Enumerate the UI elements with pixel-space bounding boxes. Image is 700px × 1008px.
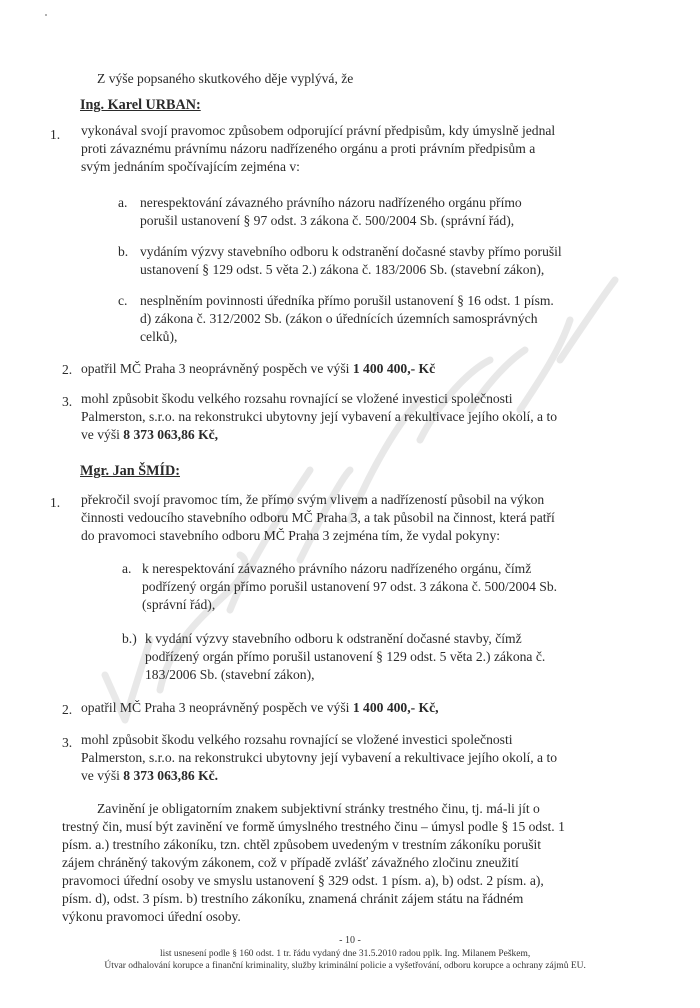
p1-sub-a-letter: a. (118, 195, 128, 210)
p2-item1-line1: překročil svojí pravomoc tím, že přímo svým vlivem a nadřízeností působil na výkon (81, 492, 545, 507)
p1-item3-line2: Palmerston, s.r.o. na rekonstrukci ubytovny její vybavení a rekultivace jejího okolí, a to (81, 409, 558, 424)
p1-item1-line3: svým jednáním spočívajícím zejména v: (81, 159, 300, 174)
p2-sub-a-letter: a. (122, 561, 132, 576)
p1-item1-line2: proti závaznému právnímu názoru nadřízeného orgánu a proti právním předpisům a (81, 141, 536, 156)
person1-heading: Ing. Karel URBAN: (80, 97, 201, 113)
p1-item1-line1: vykonával svojí pravomoc způsobem odporující právní předpisům, kdy úmyslně jednal (81, 123, 556, 138)
closing-line-6: písm. d), odst. 3 písm. b) trestního zákoníku, znamená chránit zájem státu na řádném (62, 891, 524, 906)
p1-sub-c-letter: c. (118, 293, 128, 308)
footer-line-2: Útvar odhalování korupce a finanční kriminality, služby kriminální policie a vyšetřování, odboru korupce a ochrany zájmů EU. (104, 960, 586, 971)
closing-line-1: Zavinění je obligatorním znakem subjektivní stránky trestného činu, tj. má-li jít o (97, 801, 540, 816)
p2-item1-number: 1. (50, 495, 61, 510)
page-number: - 10 - (339, 935, 361, 946)
p2-sub-b-line2: podřízený orgán přímo porušil ustanovení § 129 odst. 5 věta 2.) zákona č. (145, 649, 546, 664)
p1-sub-b-line1: vydáním výzvy stavebního odboru k odstranění dočasné stavby přímo porušil (140, 244, 562, 259)
p2-item3-amount: 8 373 063,86 Kč. (123, 768, 219, 783)
p2-item2-text: opatřil MČ Praha 3 neoprávněný pospěch ve výši 1 400 400,- Kč, (81, 700, 439, 715)
p2-sub-b-line1: k vydání výzvy stavebního odboru k odstranění dočasné stavby, čímž (145, 631, 522, 646)
p1-item3-number: 3. (62, 394, 73, 409)
p2-sub-b-line3: 183/2006 Sb. (stavební zákon), (145, 667, 315, 682)
p1-item3-line1: mohl způsobit škodu velkého rozsahu rovnající se vložené investici společnosti (81, 391, 513, 406)
p2-sub-a-line2: podřízený orgán přímo porušil ustanovení 97 odst. 3 zákona č. 500/2004 Sb. (142, 579, 558, 594)
p2-item3-line1: mohl způsobit škodu velkého rozsahu rovnající se vložené investici společnosti (81, 732, 513, 747)
closing-line-5: pravomoci úřední osoby ve smyslu ustanovení § 329 odst. 1 písm. a), b) odst. 2 písm. a), (62, 873, 544, 888)
p1-sub-c-line1: nesplněním povinnosti úředníka přímo porušil ustanovení § 16 odst. 1 písm. (140, 293, 554, 308)
intro-line: Z výše popsaného skutkového děje vyplývá, že (97, 71, 354, 86)
p1-item3-amount: 8 373 063,86 Kč, (123, 427, 219, 442)
p2-item2-amount: 1 400 400,- Kč, (352, 700, 439, 715)
p2-item1-line3: do pravomoci stavebního odboru MČ Praha 3 zejména tím, že vydal pokyny: (81, 528, 501, 543)
p2-item3-line2: Palmerston, s.r.o. na rekonstrukci ubytovny její vybavení a rekultivace jejího okolí, a to (81, 750, 558, 765)
p2-sub-b-letter: b.) (122, 631, 137, 646)
closing-line-3: písm. a.) trestního zákoníku, tzn. chtěl způsobem uvedeným v trestním zákoníku porušit (62, 837, 542, 852)
closing-line-4: zájem chráněný takovým zákonem, což v případě zvlášť závažného zločinu zneužití (62, 855, 519, 870)
person2-heading: Mgr. Jan ŠMÍD: (80, 463, 180, 479)
p1-item2-number: 2. (62, 362, 73, 377)
p1-sub-c-line2: d) zákona č. 312/2002 Sb. (zákon o úřednících územních samosprávných (140, 311, 538, 326)
p1-sub-c-line3: celků), (140, 329, 178, 344)
closing-line-2: trestný čin, musí být zavinění ve formě úmyslného trestného činu – úmysl podle § 15 odst. 1 (62, 819, 565, 834)
p2-sub-a-line1: k nerespektování závazného právního názoru nadřízeného orgánu, čímž (142, 561, 532, 576)
p1-sub-a-line1: nerespektování závazného právního názoru nadřízeného orgánu přímo (140, 195, 522, 210)
p1-item2-amount: 1 400 400,- Kč (352, 361, 436, 376)
p1-sub-b-letter: b. (118, 244, 129, 259)
p1-item3-line3: ve výši 8 373 063,86 Kč, (81, 427, 219, 442)
p1-sub-b-line2: ustanovení § 129 odst. 5 věta 2.) zákona č. 183/2006 Sb. (stavební zákon), (140, 262, 545, 277)
p2-sub-a-line3: (správní řád), (142, 597, 216, 612)
p2-item3-line3: ve výši 8 373 063,86 Kč. (81, 768, 219, 783)
footer-line-1: list usnesení podle § 160 odst. 1 tr. řádu vydaný dne 31.5.2010 radou pplk. Ing. Milanem Peškem, (159, 948, 531, 959)
p2-item1-line2: činnosti vedoucího stavebního odboru MČ Praha 3, a tak působil na činnost, která patří (81, 510, 555, 525)
p1-item2-text: opatřil MČ Praha 3 neoprávněný pospěch ve výši 1 400 400,- Kč (81, 361, 436, 376)
scan-speck (45, 14, 47, 16)
closing-line-7: výkonu pravomoci úřední osoby. (62, 909, 241, 924)
p2-item2-number: 2. (62, 702, 73, 717)
p1-item1-number: 1. (50, 127, 61, 142)
p2-item3-number: 3. (62, 735, 73, 750)
p1-sub-a-line2: porušil ustanovení § 97 odst. 3 zákona č. 500/2004 Sb. (správní řád), (140, 213, 515, 228)
